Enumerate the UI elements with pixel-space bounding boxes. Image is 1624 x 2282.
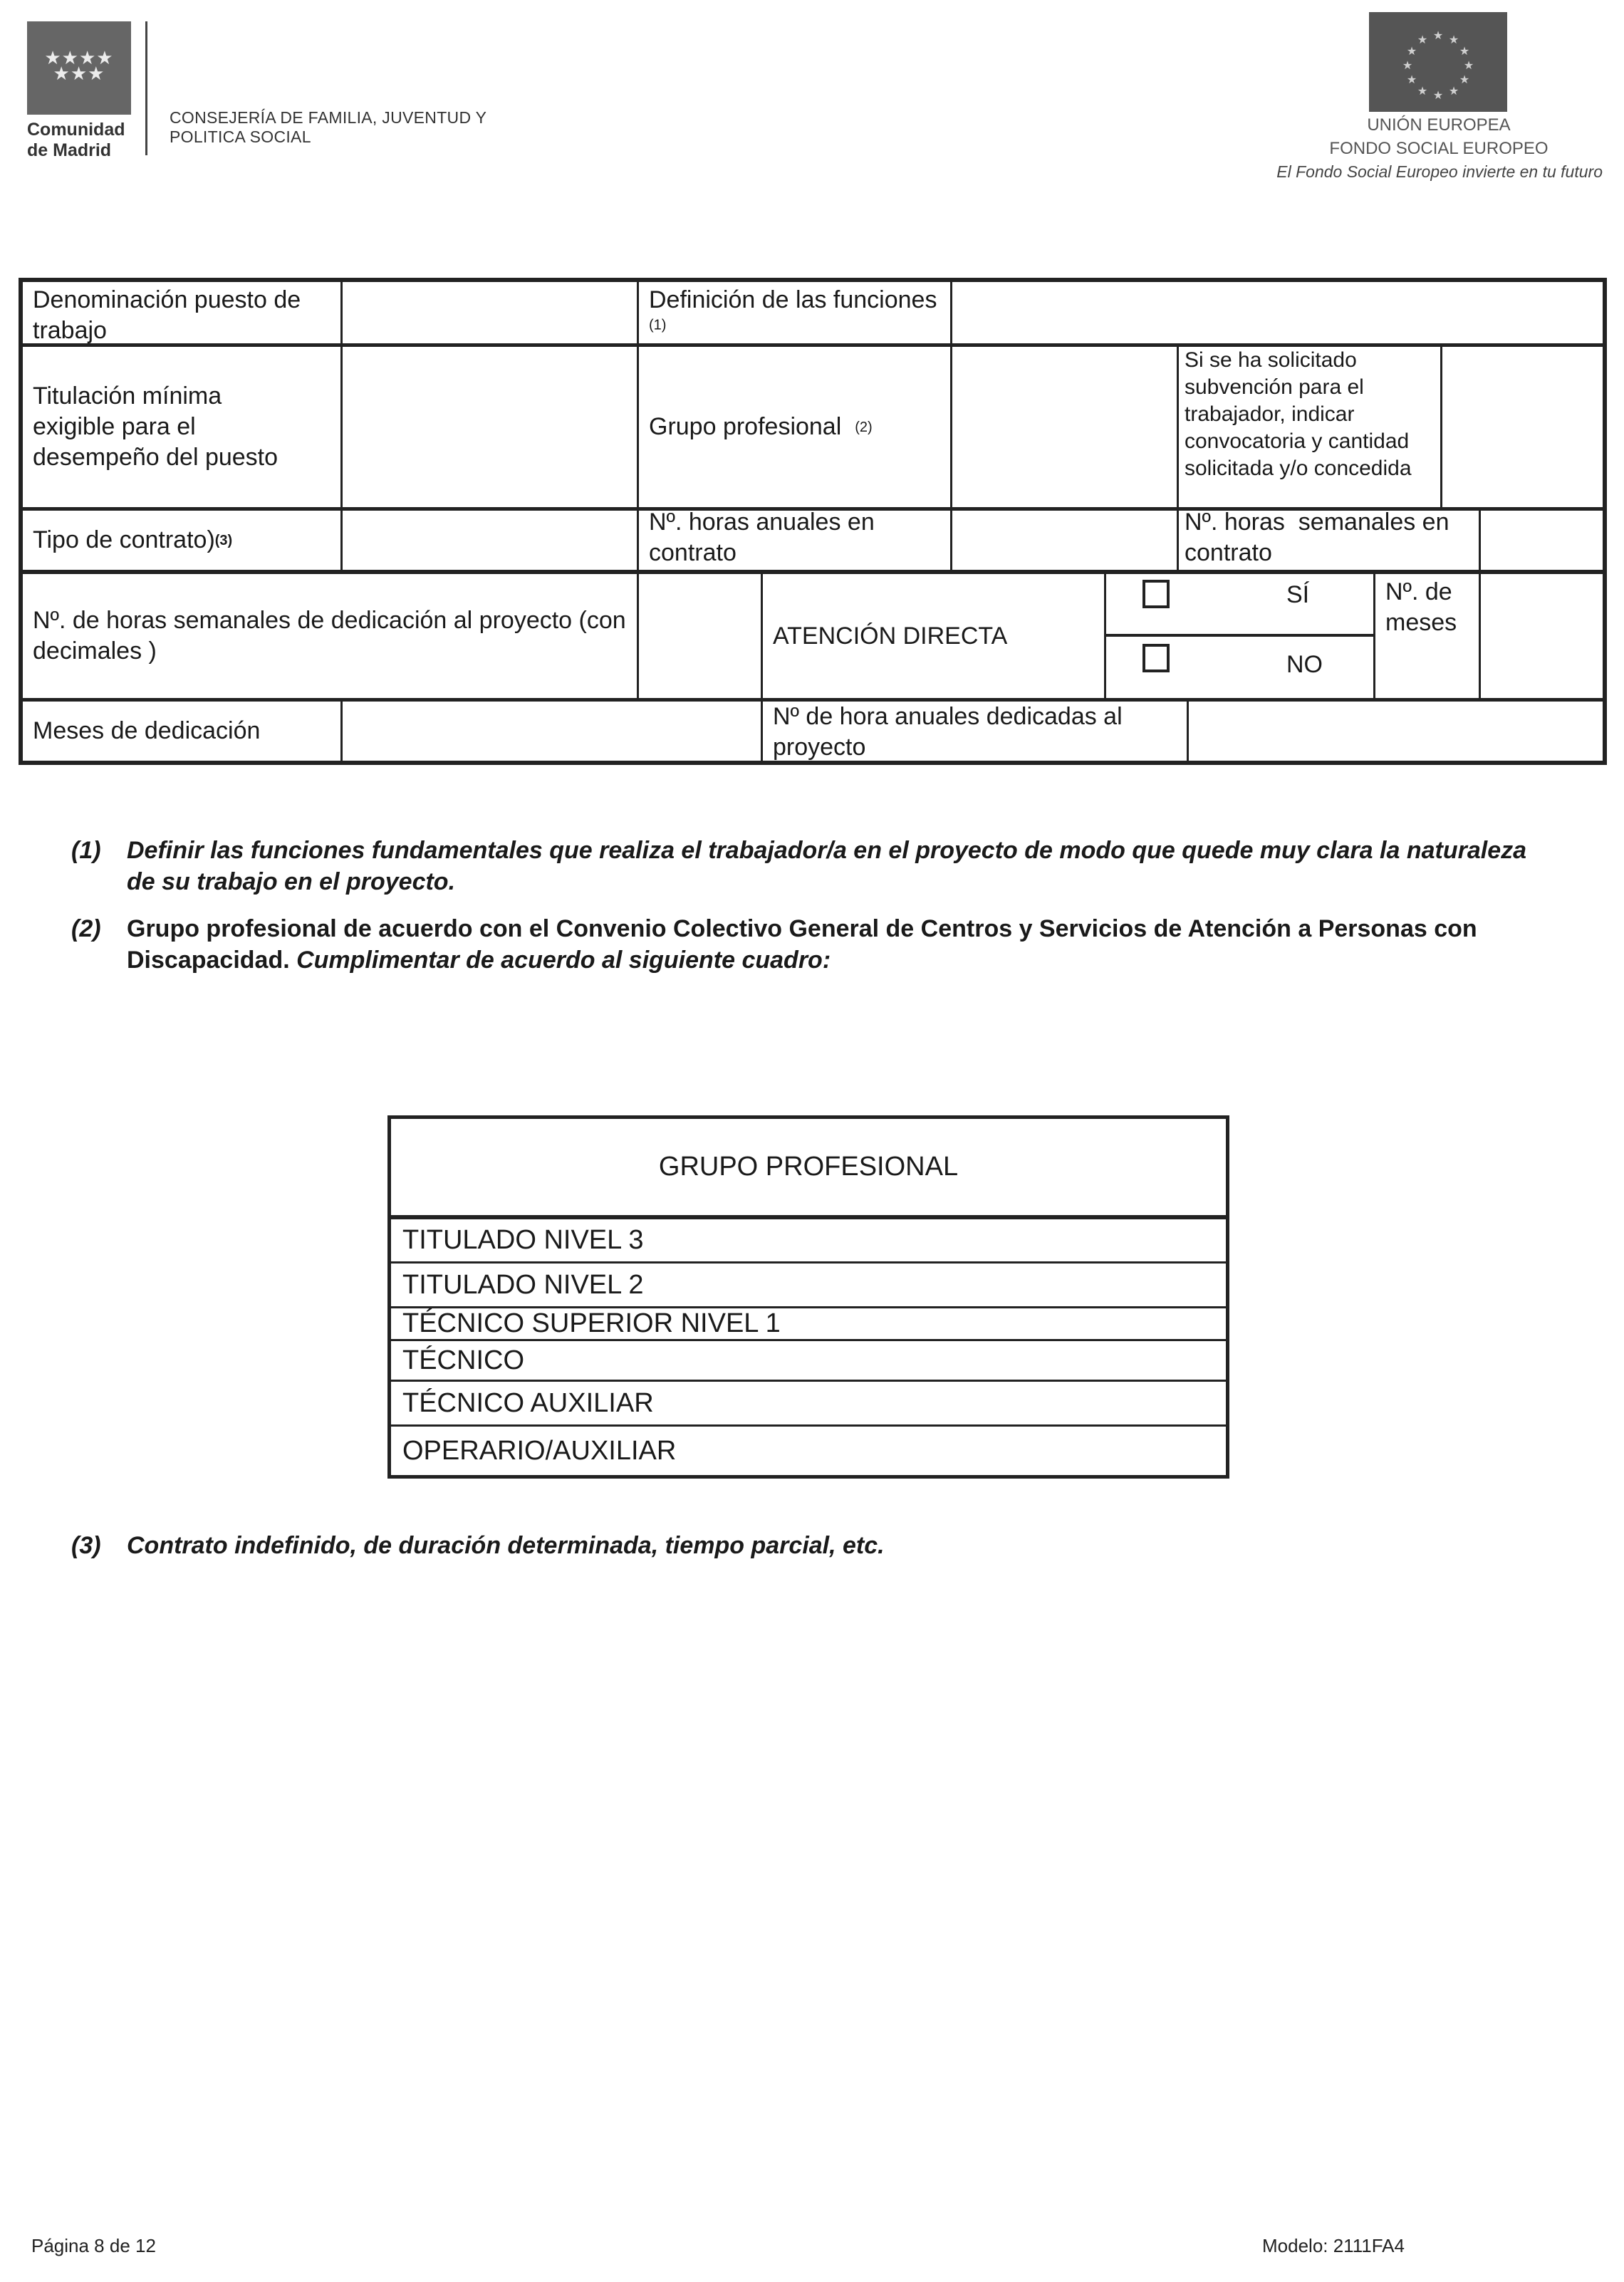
- page-number: Página 8 de 12: [31, 2235, 156, 2256]
- subvencion-field[interactable]: [1442, 347, 1603, 507]
- horas-semanales-proyecto-label: [23, 574, 637, 698]
- footnote-3-number: (3): [71, 1532, 101, 1559]
- grupo-label-text: Grupo profesional: [649, 413, 842, 440]
- department-name: [170, 108, 486, 147]
- no-label: [1276, 647, 1348, 689]
- horas-semanales-proyecto-field[interactable]: [639, 574, 761, 698]
- definicion-field[interactable]: [952, 282, 1603, 343]
- footnote-2-number: (2): [71, 915, 101, 942]
- tipo-contrato-field[interactable]: [343, 511, 637, 570]
- grupo-table-row: TÉCNICO SUPERIOR NIVEL 1: [391, 1308, 1226, 1341]
- horas-anuales-proyecto-label: [763, 702, 1187, 761]
- svg-text:★: ★: [1406, 73, 1417, 86]
- form-model-code: Modelo: 2111FA4: [1262, 2235, 1405, 2256]
- department-line2: POLITICA SOCIAL: [170, 127, 311, 146]
- definicion-label-text: Definición de las funciones: [649, 286, 937, 313]
- titulacion-label-text: Titulación mínima exigible para el desempeño del puesto: [33, 382, 279, 471]
- horas-semanales-label: [1179, 507, 1479, 570]
- svg-text:★: ★: [1417, 84, 1428, 98]
- meses-dedicacion-label-text: Meses de dedicación: [33, 717, 261, 744]
- eu-stars-icon: [1369, 12, 1507, 112]
- atencion-directa-label: [763, 574, 1104, 698]
- comunidad-madrid-logo: [27, 21, 131, 115]
- footnote-2: [71, 913, 1567, 984]
- department-line1: CONSEJERÍA DE FAMILIA, JUVENTUD Y: [170, 108, 487, 127]
- titulacion-label: [23, 347, 340, 507]
- footnote-3-text: Contrato indefinido, de duración determinada, tiempo parcial, etc.: [127, 1532, 885, 1559]
- madrid-stars-icon: ★★★★ ★★★: [44, 47, 114, 84]
- eu-flag-logo: [1369, 12, 1507, 112]
- grupo-table-header: GRUPO PROFESIONAL: [391, 1119, 1226, 1219]
- svg-text:★: ★: [1459, 73, 1470, 86]
- atencion-directa-no-checkbox[interactable]: [1142, 644, 1170, 672]
- header-divider: [145, 21, 147, 155]
- eu-fund-label: FONDO SOCIAL EUROPEO: [1329, 139, 1548, 158]
- num-meses-label-text: Nº. de meses: [1385, 578, 1457, 636]
- svg-text:★: ★: [1448, 33, 1459, 46]
- denominacion-field[interactable]: [343, 282, 637, 343]
- logo-name-line2: de Madrid: [27, 140, 112, 160]
- grupo-profesional-label: Grupo profesional (2): [639, 347, 950, 507]
- denominacion-label-text: Denominación puesto de trabajo: [33, 286, 301, 344]
- horas-semanales-proyecto-label-text: Nº. de horas semanales de dedicación al proyecto (con decimales ): [33, 607, 626, 665]
- si-label-text: SÍ: [1286, 581, 1310, 608]
- horas-anuales-proyecto-label-text: Nº de hora anuales dedicadas al proyecto: [773, 703, 1123, 761]
- tipo-contrato-label: Tipo de contrato) (3): [23, 511, 340, 570]
- job-position-form-table: [19, 278, 1607, 765]
- atencion-directa-si-checkbox[interactable]: [1142, 580, 1170, 608]
- meses-dedicacion-field[interactable]: [343, 702, 761, 761]
- subvencion-label: [1179, 347, 1440, 507]
- svg-text:★: ★: [1417, 33, 1428, 46]
- svg-text:★: ★: [1406, 44, 1417, 58]
- svg-text:★: ★: [1448, 84, 1459, 98]
- horas-anuales-label: [639, 507, 950, 570]
- horas-semanales-field[interactable]: [1481, 511, 1603, 570]
- svg-text:★: ★: [1402, 58, 1413, 72]
- num-meses-label: [1375, 577, 1479, 698]
- footnote-3: [71, 1530, 1567, 1565]
- num-meses-field[interactable]: [1481, 574, 1603, 698]
- grupo-profesional-table: [387, 1115, 1229, 1479]
- horas-semanales-label-text: Nº. horas semanales en contrato: [1185, 509, 1456, 566]
- grupo-table-row: TÉCNICO: [391, 1341, 1226, 1382]
- svg-text:★: ★: [1459, 44, 1470, 58]
- comunidad-madrid-name: [27, 120, 125, 161]
- footnote-2-text: Grupo profesional de acuerdo con el Convenio Colectivo General de Centros y Servicios de Atención a Personas con Discapacidad.: [127, 915, 1477, 974]
- svg-text:★: ★: [1432, 28, 1444, 42]
- footnote-1: [71, 835, 1567, 906]
- titulacion-field[interactable]: [343, 347, 637, 507]
- no-label-text: NO: [1286, 651, 1323, 678]
- svg-text:★: ★: [1432, 88, 1444, 102]
- denominacion-label: [23, 282, 340, 343]
- footnote-2-instruction: Cumplimentar de acuerdo al siguiente cuadro:: [296, 947, 831, 974]
- grupo-table-row: TITULADO NIVEL 3: [391, 1219, 1226, 1264]
- grupo-table-row: TÉCNICO AUXILIAR: [391, 1382, 1226, 1427]
- footnote-1-text: Definir las funciones fundamentales que realiza el trabajador/a en el proyecto de modo que quede muy clara la naturaleza de su trabajo en el proyecto.: [127, 837, 1527, 895]
- grupo-table-row: TITULADO NIVEL 2: [391, 1264, 1226, 1308]
- svg-text:★: ★: [1463, 58, 1474, 72]
- logo-name-line1: Comunidad: [27, 120, 125, 140]
- yes-no-divider: [1104, 634, 1375, 637]
- eu-tagline: El Fondo Social Europeo invierte en tu futuro: [1276, 162, 1603, 181]
- meses-dedicacion-label: [23, 702, 340, 761]
- si-label: [1276, 577, 1348, 620]
- horas-anuales-field[interactable]: [952, 511, 1177, 570]
- eu-union-label: UNIÓN EUROPEA: [1367, 115, 1511, 135]
- tipo-contrato-label-text: Tipo de contrato): [33, 526, 215, 553]
- horas-anuales-label-text: Nº. horas anuales en contrato: [649, 509, 875, 566]
- col-divider: [1104, 570, 1106, 698]
- footnote-ref-1: (1): [649, 317, 667, 333]
- subvencion-label-text: Si se ha solicitado subvención para el trabajador, indicar convocatoria y cantidad solicitada y/o concedida: [1185, 348, 1412, 480]
- definicion-label: [639, 282, 950, 343]
- atencion-directa-label-text: ATENCIÓN DIRECTA: [773, 622, 1008, 650]
- grupo-table-row: OPERARIO/AUXILIAR: [402, 1435, 677, 1466]
- footnote-1-number: (1): [71, 837, 101, 864]
- horas-anuales-proyecto-field[interactable]: [1189, 702, 1603, 761]
